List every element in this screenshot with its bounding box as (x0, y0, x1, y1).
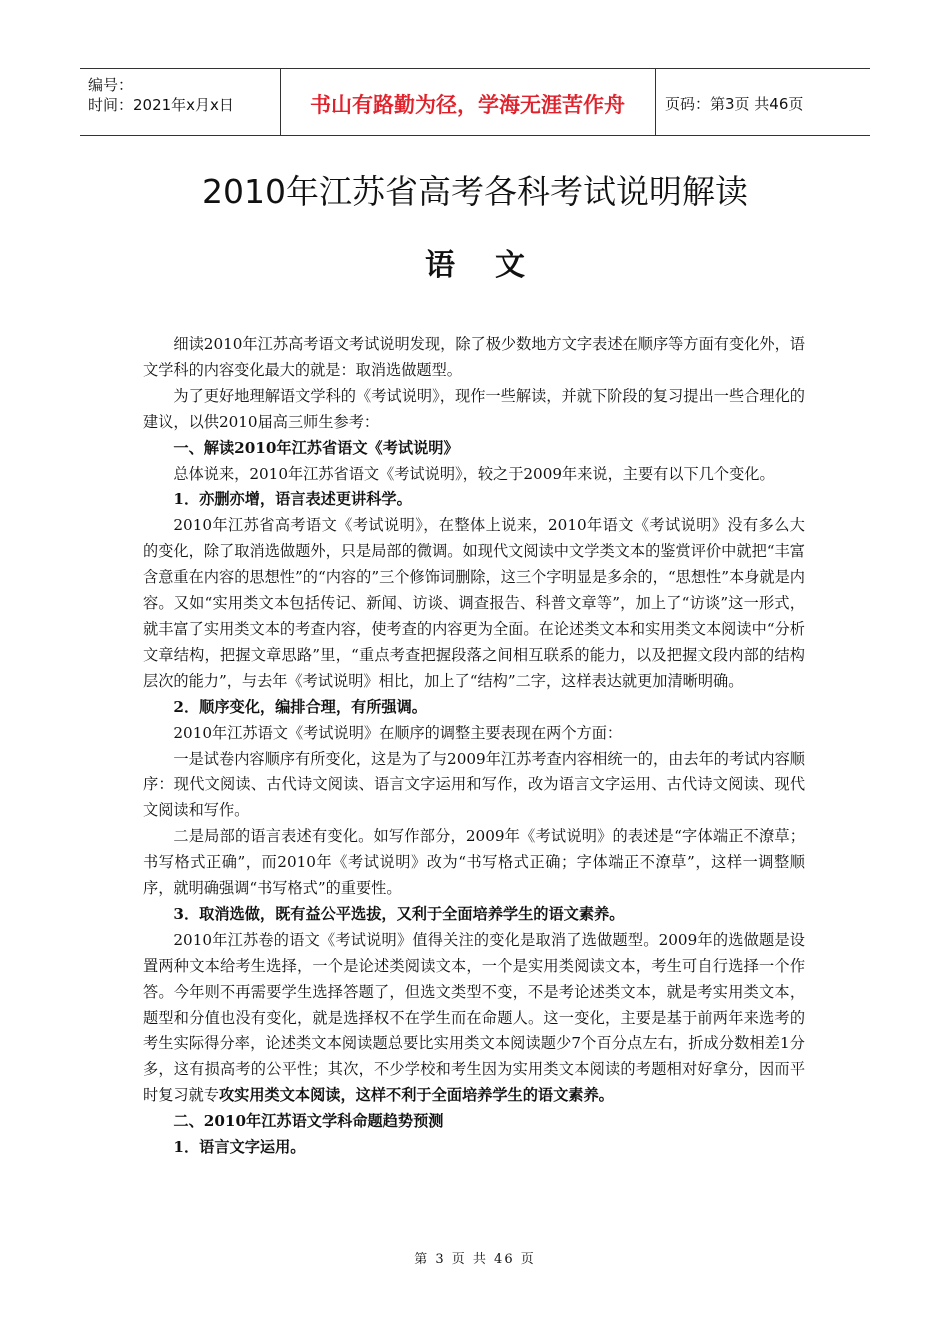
date-line: 时间：2021年x月x日 (88, 96, 234, 114)
number-label: 编号： (88, 76, 134, 94)
header-motto: 书山有路勤为径，学海无涯苦作舟 (310, 93, 625, 117)
paragraph-emphasis: 攻实用类文本阅读，这样不利于全面培养学生的语文素养。 (218, 1086, 614, 1105)
header-meta (88, 75, 278, 115)
page-footer: 第 3 页 共 46 页 (414, 1252, 536, 1267)
section-heading: 二、2010年江苏语文学科命题趋势预测 (173, 1112, 444, 1131)
subsection-heading: 2．顺序变化，编排合理，有所强调。 (173, 697, 427, 716)
paragraph (143, 928, 805, 1109)
paragraph: 细读2010年江苏高考语文考试说明发现，除了极少数地方文字表述在顺序等方面有变化外，语文学科的内容变化最大的就是：取消选做题型。 (143, 335, 805, 379)
subsection-heading: 1．语言文字运用。 (173, 1138, 306, 1157)
section-heading: 一、解读2010年江苏省语文《考试说明》 (173, 438, 459, 457)
page-header (80, 68, 870, 136)
document-title: 2010年江苏省高考各科考试说明解读 (202, 172, 748, 211)
header-page-info: 页码：第3页 共46页 (665, 95, 804, 113)
paragraph: 为了更好地理解语文学科的《考试说明》，现作一些解读，并就下阶段的复习提出一些合理化的建议，以供2010届高三师生参考： (143, 386, 805, 431)
paragraph: 总体说来，2010年江苏省语文《考试说明》，较之于2009年来说，主要有以下几个变化。 (173, 464, 775, 483)
paragraph-text: 2010年江苏卷的语文《考试说明》值得关注的变化是取消了选做题型。2009年的选做题是设置两种文本给考生选择，一个是论述类阅读文本，一个是实用类阅读文本，考生可自行选择一个作答。今年则不再需要学生选择答题了，但选文类型不变，不是考论述类文本，就是考实用类文本，题型和分值也没有变化，就是选择权不在学生而在命题人。这一变化，主要是基于前两年来选考的考生实际得分率，论述类文本阅读题总要比实用类文本阅读题少7个百分点左右，折成分数相差1分多，这有损高考的公平性；其次，不少学校和考生因为实用类文本阅读的考题相对好拿分，因而平时复习就专 (143, 930, 805, 1105)
paragraph: 2010年江苏省高考语文《考试说明》，在整体上说来，2010年语文《考试说明》没有多么大的变化，除了取消选做题外，只是局部的微调。如现代文阅读中文学类文本的鉴赏评价中就把“丰富含意重在内容的思想性”的“内容的”三个修饰词删除，这三个字明显是多余的，“思想性”本身就是内容。又如“实用类文本包括传记、新闻、访谈、调查报告、科普文章等”，加上了“访谈”这一形式，就丰富了实用类文本的考查内容，使考查的内容更为全面。在论述类文本和实用类文本阅读中“分析文章结构，把握文章思路”里，“重点考查把握段落之间相互联系的能力，以及把握文段内部的结构层次的能力”，与去年《考试说明》相比，加上了“结构”二字，这样表达就更加清晰明确。 (143, 516, 805, 690)
paragraph: 2010年江苏语文《考试说明》在顺序的调整主要表现在两个方面： (173, 723, 623, 742)
document-body (143, 332, 805, 1161)
header-divider (655, 69, 656, 135)
subsection-heading: 1．亦删亦增，语言表述更讲科学。 (173, 490, 412, 509)
paragraph: 一是试卷内容顺序有所变化，这是为了与2009年江苏考查内容相统一的，由去年的考试内容顺序：现代文阅读、古代诗文阅读、语言文字运用和写作，改为语言文字运用、古代诗文阅读、现代文阅读和写作。 (143, 749, 805, 820)
subsection-heading: 3．取消选做，既有益公平选拔，又利于全面培养学生的语文素养。 (173, 904, 625, 923)
paragraph: 二是局部的语言表述有变化。如写作部分，2009年《考试说明》的表述是“字体端正不潦草；书写格式正确”，而2010年《考试说明》改为“书写格式正确；字体端正不潦草”，这样一调整顺序，就明确强调“书写格式”的重要性。 (143, 827, 805, 898)
document-subtitle: 语文 (425, 248, 565, 283)
